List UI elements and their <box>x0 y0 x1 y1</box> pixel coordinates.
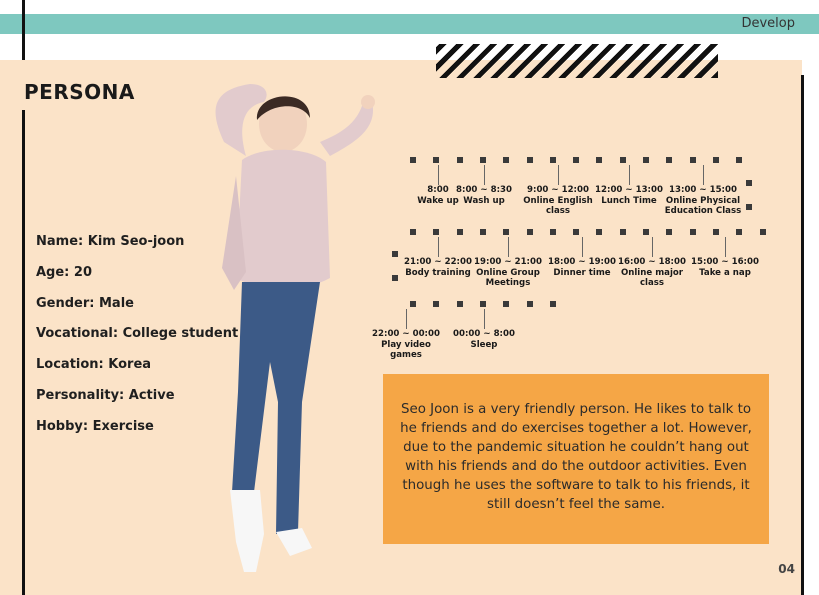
schedule-activity: Wash up <box>463 195 505 206</box>
schedule-time: 8:00 <box>427 185 449 195</box>
schedule-time: 19:00 ~ 21:00 <box>474 257 542 267</box>
timeline-tick <box>558 165 559 185</box>
schedule-activity: Online English class <box>523 195 593 216</box>
section-label: Develop <box>741 16 795 31</box>
timeline-dot <box>410 229 416 235</box>
timeline-dot <box>746 180 752 186</box>
timeline-dot <box>410 157 416 163</box>
timeline-dot <box>457 229 463 235</box>
timeline-dot <box>480 157 486 163</box>
schedule-item <box>444 329 524 350</box>
timeline-dot <box>503 301 509 307</box>
timeline-tick <box>725 237 726 257</box>
timeline-dot <box>713 157 719 163</box>
timeline-dot <box>433 229 439 235</box>
timeline-dot <box>503 157 509 163</box>
schedule-time: 22:00 ~ 00:00 <box>372 329 440 339</box>
schedule-time: 18:00 ~ 19:00 <box>548 257 616 267</box>
timeline-tick <box>652 237 653 257</box>
profile-vocation: Vocational: College student <box>36 326 239 342</box>
timeline-dot <box>433 301 439 307</box>
timeline-dot <box>527 301 533 307</box>
timeline-tick <box>438 237 439 257</box>
profile-name: Name: Kim Seo-joon <box>36 234 185 249</box>
timeline-dot <box>410 301 416 307</box>
schedule-activity: Dinner time <box>553 267 611 278</box>
timeline-dot <box>550 229 556 235</box>
schedule-activity: Lunch Time <box>601 195 657 206</box>
timeline-tick <box>508 237 509 257</box>
timeline-tick <box>484 309 485 329</box>
schedule-item <box>366 329 446 361</box>
schedule-item <box>398 257 478 278</box>
schedule-activity: Play video games <box>381 339 431 360</box>
timeline-dot <box>620 229 626 235</box>
timeline-dot <box>480 229 486 235</box>
timeline-dot <box>713 229 719 235</box>
page-number: 04 <box>778 562 795 576</box>
timeline-tick <box>438 165 439 185</box>
timeline-dot <box>690 157 696 163</box>
story-text: Seo Joon is a very friendly person. He likes to talk to he friends and do exercises together a lot. However, due to the pandemic situation he couldn’t hang out with his friends and do the outdoor activities. Even though he uses the software to talk to his friends, it still doesn’t feel the same. <box>400 402 752 512</box>
timeline-dot <box>527 229 533 235</box>
timeline-dot <box>527 157 533 163</box>
timeline-dot <box>760 229 766 235</box>
schedule-activity: Body training <box>405 267 471 278</box>
story-box <box>383 374 769 544</box>
schedule-time: 16:00 ~ 18:00 <box>618 257 686 267</box>
header-band <box>0 14 819 34</box>
schedule-activity: Online Physical Education Class <box>664 195 742 216</box>
timeline-dot <box>736 157 742 163</box>
timeline-dot <box>550 301 556 307</box>
daily-schedule <box>360 150 760 360</box>
hatch-decoration <box>436 44 718 78</box>
schedule-time: 12:00 ~ 13:00 <box>595 185 663 195</box>
timeline-tick <box>703 165 704 185</box>
timeline-dot <box>746 204 752 210</box>
timeline-dot <box>643 229 649 235</box>
left-rule <box>22 0 25 62</box>
timeline-dot <box>573 229 579 235</box>
schedule-activity: Wake up <box>417 195 459 206</box>
timeline-tick <box>484 165 485 185</box>
timeline-dot <box>433 157 439 163</box>
schedule-item <box>612 257 692 289</box>
schedule-time: 8:00 ~ 8:30 <box>456 185 512 195</box>
page-title: PERSONA <box>24 80 135 104</box>
schedule-time: 21:00 ~ 22:00 <box>404 257 472 267</box>
schedule-time: 13:00 ~ 15:00 <box>669 185 737 195</box>
schedule-item <box>663 185 743 217</box>
schedule-item <box>589 185 669 206</box>
left-rule <box>22 110 25 595</box>
timeline-tick <box>582 237 583 257</box>
timeline-dot <box>620 157 626 163</box>
profile-gender: Gender: Male <box>36 295 134 311</box>
timeline-dot <box>643 157 649 163</box>
timeline-dot <box>457 157 463 163</box>
persona-figure <box>180 72 380 577</box>
schedule-time: 9:00 ~ 12:00 <box>527 185 589 195</box>
schedule-time: 15:00 ~ 16:00 <box>691 257 759 267</box>
schedule-item <box>685 257 765 278</box>
profile-age: Age: 20 <box>36 264 92 280</box>
schedule-time: 00:00 ~ 8:00 <box>453 329 515 339</box>
schedule-activity: Sleep <box>470 339 498 350</box>
timeline-dot <box>596 229 602 235</box>
schedule-item <box>542 257 622 278</box>
timeline-dot <box>573 157 579 163</box>
schedule-activity: Take a nap <box>699 267 751 278</box>
timeline-dot <box>550 157 556 163</box>
timeline-tick <box>629 165 630 185</box>
timeline-dot <box>503 229 509 235</box>
right-rule <box>801 75 804 595</box>
timeline-tick <box>406 309 407 329</box>
profile-hobby: Hobby: Exercise <box>36 418 154 434</box>
schedule-item <box>444 185 524 206</box>
timeline-dot <box>690 229 696 235</box>
schedule-item <box>518 185 598 217</box>
timeline-dot <box>596 157 602 163</box>
timeline-dot <box>666 157 672 163</box>
timeline-dot <box>480 301 486 307</box>
schedule-item <box>468 257 548 289</box>
timeline-dot <box>736 229 742 235</box>
schedule-activity: Online Group Meetings <box>476 267 540 288</box>
timeline-dot <box>666 229 672 235</box>
timeline-dot <box>457 301 463 307</box>
profile-personality: Personality: Active <box>36 387 175 403</box>
profile-location: Location: Korea <box>36 357 152 373</box>
schedule-activity: Online major class <box>620 267 684 288</box>
